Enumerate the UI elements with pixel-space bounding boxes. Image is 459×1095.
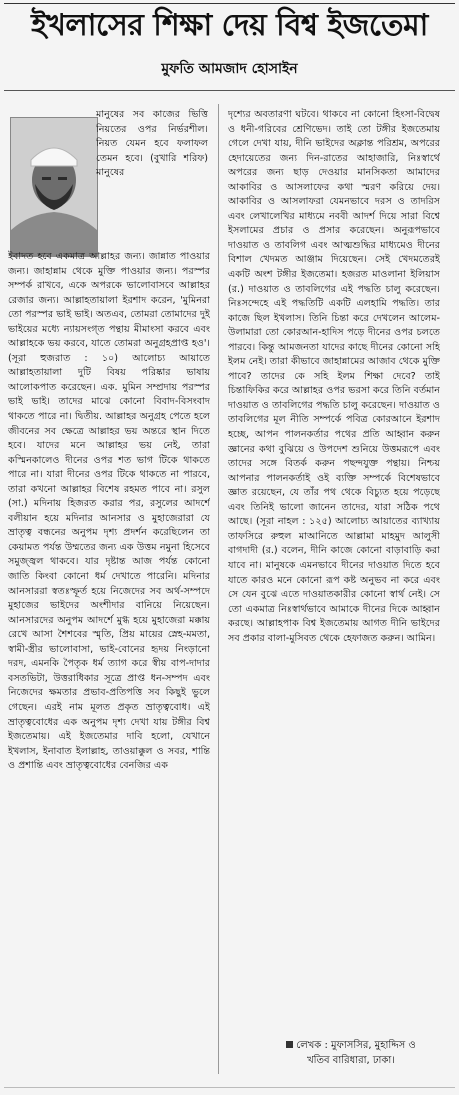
author-credit-line-1 (256, 1038, 446, 1053)
column-2-text: দৃশ্যের অবতারণা ঘটবে। থাকবে না কোনো হিংসা-বিদ্বেষ ও ধনী-গরিবের শ্রেণিভেদ। তাই তো টঙ্গীর ইজতেমায় গেলে দেখা যায়, দীনি ভাইদের অক্লান্ত পরিশ্রম, অপরের হেদায়েতের জন্য দিন-রাতের আহাজারি, নিঃস্বার্থে অপরের জন্য ছাড় দেওয়ার মানসিকতা আমাদের আকাবির ও আসলাফের কথা স্মরণ করিয়ে দেয়। আকাবির ও আসলাফরা যেমনভাবে দরস ও তাদরিস এবং লেখালেখির মাধ্যমে নববী আদর্শ দিয়ে সারা বিশ্বে ইসলামের প্রচার ও প্রসার করেছেন। অনুরূপভাবে দাওয়াত ও তাবলিগ এবং আত্মশুদ্ধির মাধ্যমেও দীনের বিশাল খেদমত আঞ্জাম দিয়েছেন। সেই খেদমতেরই একটি অংশ টঙ্গীর ইজতেমা। হজরত মাওলানা ইলিয়াস (র.) দাওয়াত ও তাবলিগের এই পদ্ধতি চালু করেছেন। নিঃসন্দেহে এই পদ্ধতিটি একটি এলহামি পদ্ধতি। তার কাজে ছিল ইখলাস। তিনি চিন্তা করে দেখলেন আলেম-উলামারা তো কোরআন-হাদিস পড়ে দীনের ওপর চলতে পারবে। কিন্তু আমজনতা যাদের কাছে দীনের কোনো সহি ইলম নেই। তারা কীভাবে জাহান্নামের আজাব থেকে মুক্তি পাবে? তাদের কে সহি ইলম শিক্ষা দেবে? তাই চিন্তাফিকির করে আল্লাহর ওপর ভরসা করে তিনি বর্তমান দাওয়াত ও তাবলিগের পদ্ধতি চালু করেছেন। দাওয়াত ও তাবলিগের মূল নীতি সম্পর্কে পবিত্র কোরআনে ইরশাদ হচ্ছে, আপন পালনকর্তার পথের প্রতি আহ্বান করুন জ্ঞানের কথা বুঝিয়ে ও উপদেশ শুনিয়ে উত্তমরূপে এবং তাদের সঙ্গে বিতর্ক করুন পছন্দযুক্ত পন্থায়। নিশ্চয় আপনার পালনকর্তাই ওই ব্যক্তি সম্পর্কে বিশেষভাবে জ্ঞাত রয়েছেন, যে তাঁর পথ থেকে বিচ্যুত হয়ে পড়েছে এবং তিনিই ভালো জানেন তাদের, যারা সঠিক পথে আছে। (সূরা নাহল : ১২৫) আলোচ্য আয়াতের ব্যাখ্যায় তাফসিরে রুহুল মাআনিতে আল্লামা মাহমুদ আলুসী বাগদাদী (র.) বলেন, দীনি কাজে কোনো বাড়াবাড়ি করা যাবে না। মানুষকে এমনভাবে দীনের দাওয়াত দিতে হবে যাতে কারও মনে কোনো রূপ কষ্ট অনুভব না করে এবং সে যেন বুঝে এতে দাওয়াতকারীর কোনো স্বার্থ নেই। সে তো একমাত্র নিঃস্বার্থভাবে আমাকে দীনের দিকে আহ্বান করছে। আল্লাহপাক বিশ্ব ইজতেমায় আগত দীনি ভাইদের সব প্রকার বালা-মুসিবত থেকে হেফাজত করুন। আমিন। (228, 109, 440, 644)
title-rule (4, 90, 455, 91)
author-portrait-icon (11, 118, 97, 256)
column-1-top-text: মানুষের সব কাজের ভিত্তি নিয়তের ওপর নির্ভরশীল। নিয়ত যেমন হবে ফলাফল তেমন হবে। (বুখারি শরিফ) মানুষের (96, 109, 208, 179)
top-rule (4, 3, 455, 4)
author-credit (256, 1038, 446, 1068)
author-credit-line-2: খতিব বারিধারা, ঢাকা। (307, 1055, 395, 1066)
column-1-bottom (8, 250, 210, 1010)
article-byline: মুফতি আমজাদ হোসাইন (161, 61, 298, 77)
author-photo (10, 117, 98, 257)
article-title: ইখলাসের শিক্ষা দেয় বিশ্ব ইজতেমা (31, 8, 428, 43)
bottom-rule (4, 1087, 455, 1088)
column-2 (228, 108, 440, 1024)
column-1-top (96, 108, 208, 250)
column-1-bottom-text: ইবাদত হবে একমাত্র আল্লাহর জন্য। জান্নাত পাওয়ার জন্য। জাহান্নাম থেকে মুক্তি পাওয়ার জন্য। পরস্পর সম্পর্ক রাখবে, একে অপরকে ভালোবাসবে আল্লাহর রেজার জন্য। আল্লাহতায়ালা ইরশাদ করেন, 'মুমিনরা তো পরস্পর ভাই ভাই। অতএব, তোমরা তোমাদের দুই ভাইয়ের মধ্যে ন্যায়সংগ্ত পন্থায় মীমাংসা করবে এবং আল্লাহকে ভয় করবে, যাতে তোমরা অনুগ্রহপ্রাপ্ত হও'। (সূরা হুজরাত : ১০) আলোচ্য আয়াতে আল্লাহতায়ালা দুটি বিষয় পরিষ্কার ভাষায় আলোকপাত করেছেন। এক. মুমিন সম্প্রদায় পরস্পর ভাই ভাই। তাদের মাঝে কোনো বিবাদ-বিসংবাদ থাকতে পারে না। দ্বিতীয়. আল্লাহর অনুগ্রহ পেতে হলে জীবনের সব ক্ষেত্রে আল্লাহর ভয় অন্তরে স্থান দিতে হবে। যাদের মনে আল্লাহর ভয় নেই, তারা কস্মিনকালেও দীনের ওপর শত ভাগ টিকে থাকতে পারে না। যারা দীনের ওপর টিকে থাকতে না পারবে, তারা কখনো আল্লাহর বিশেষ রহমত পাবে না। রসুল (সা.) মদিনায় হিজরত করার পর, রসুলের আদর্শে বলীয়ান হয়ে মদিনার আনসার ও মুহাজেরারা যে ভ্রাতৃত্ব বন্ধনের অনুপম দৃশ্য প্রদর্শন করেছিলেন তা কেয়ামত পর্যন্ত উম্মতের জন্য এক উত্তম নমুনা হিসেবে সমুজ্জ্বল থাকবে। যার দৃষ্টান্ত আজ পর্যন্ত কোনো জাতি কিংবা কোনো ধর্ম দেখাতে পারেনি। মদিনার আনসাররা স্বতঃস্ফূর্ত হয়ে নিজেদের সব অর্থ-সম্পদে মুহাজের ভাইদের অংশীদার বানিয়ে নিয়েছেন। আনসারদের অনুপম আদর্শে মুগ্ধ হয়ে মুহাজেরা মক্কায় রেখে আসা শৈশবের স্মৃতি, প্রিয় মায়ের স্নেহ-মমতা, স্বামী-স্ত্রীর ভালোবাসা, ভাই-বোনের হৃদয় নিংড়ানো দরদ, এমনকি পৈতৃক ধর্ম ত্যাগ করে স্বীয় বাপ-দাদার বসতভিটা, উত্তরাধিকার সূত্রে প্রাপ্ত ধন-সম্পদ এবং নিজেদের ক্ষমতার প্রভাব-প্রতিপত্তি সব কিছুই ভুলে গেছেন। এরই নাম মূলত প্রকৃত ভ্রাতৃত্ববোধ। এই ভ্রাতৃত্ববোধের এক অনুপম দৃশ্য দেখা যায় টঙ্গীর বিশ্ব ইজতেমায়। এই ইজতেমার দাবি হলো, যেখানে ইখলাস, ইনাবাত ইলাল্লাহ, তাওয়াক্কুল ও সবর, শান্তি ও প্রশান্তি এবং ভ্রাতৃত্ববোধের বেনজির এক (8, 251, 210, 772)
square-bullet-icon (286, 1041, 293, 1048)
author-credit-line-1-text: লেখক : মুফাসসির, মুহাদ্দিস ও (296, 1040, 416, 1051)
column-divider (218, 104, 219, 1074)
